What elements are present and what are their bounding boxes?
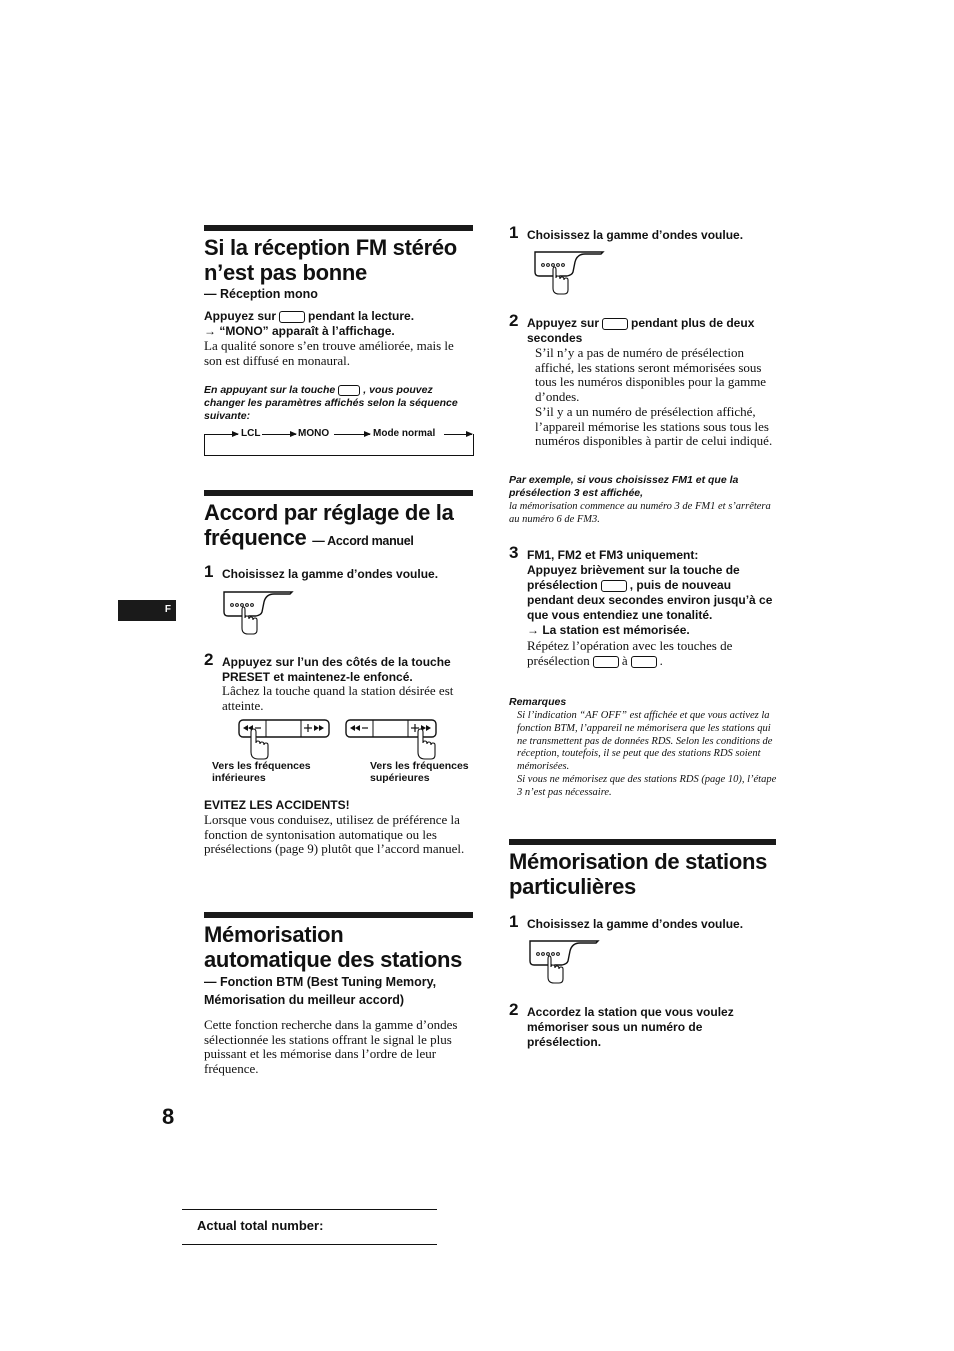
sequence-item: Mode normal [373, 428, 436, 439]
remarks-title: Remarques [509, 696, 567, 708]
section-title-manual-memory: Mémorisation de stations particulières [509, 849, 768, 899]
body-text: S’il y a un numéro de présélection affiché, l’appareil mémorise les stations sous tous les numéros disponibles à partir de celui indiqué. [535, 404, 773, 449]
section-subtitle: — Fonction BTM (Best Tuning Memory, Mémorisation du meilleur accord) [204, 975, 437, 1007]
step-text: Accordez la station que vous voulez mémoriser sous un numéro de présélection. [527, 1005, 734, 1049]
caption-lower-frequencies: Vers les fréquences inférieures [212, 760, 311, 784]
remarks-body: Si l’indication “AF OFF” est affichée et que vous activez la fonction BTM, l’appareil ne mémorisera que les stations qui ne transmettent pas de données RDS. Selon les conditions de réception, toutefois, il se peut que des stations RDS soient mémorisées. [517, 710, 773, 773]
example-body: la mémorisation commence au numéro 3 de FM1 et s’arrêtera au numéro 6 de FM3. [509, 501, 771, 525]
step-number: 2 [509, 1000, 519, 1019]
section-title-btm: Mémorisation automatique des stations [204, 922, 463, 972]
step-number: 2 [509, 311, 519, 330]
language-tab: F [118, 600, 176, 621]
step-text: Appuyez sur l’un des côtés de la touche PRESET et maintenez-le enfoncé. [222, 655, 451, 684]
step-number: 1 [509, 223, 519, 242]
section-rule [204, 912, 473, 918]
footer-rule [182, 1244, 437, 1245]
step-number: 1 [204, 562, 214, 581]
button-icon [601, 580, 627, 592]
sequence-arrow [262, 434, 296, 435]
step-number: 2 [204, 650, 214, 669]
button-icon [279, 311, 305, 323]
footer-rule [182, 1209, 437, 1210]
sequence-arrow [444, 434, 472, 435]
button-icon [338, 385, 360, 396]
sequence-arrow [204, 434, 238, 435]
example-heading: Par exemple, si vous choisissez FM1 et que la présélection 3 est affichée, [509, 474, 739, 499]
remarks-body: Si vous ne mémorisez que des stations RDS (page 10), l’étape 3 n’est pas nécessaire. [517, 774, 777, 798]
button-icon [602, 318, 628, 330]
preset-seek-down-illustration [238, 718, 334, 762]
body-text: Répétez l’opération avec les touches de présélection à . [527, 638, 733, 668]
section-title-manual: Accord par réglage de la fréquence — Accord manuel [204, 500, 454, 550]
step-text: Choisissez la gamme d’ondes voulue. [527, 228, 744, 242]
sequence-arrow [334, 434, 370, 435]
band-button-illustration [528, 937, 602, 985]
section-rule [204, 225, 473, 231]
page-number: 8 [162, 1104, 175, 1129]
section-rule [204, 490, 473, 496]
body-text: La qualité sonore s’en trouve améliorée, mais le son est diffusé en monaural. [204, 338, 454, 368]
caption-higher-frequencies: Vers les fréquences supérieures [370, 760, 469, 784]
step-text: FM1, FM2 et FM3 uniquement: Appuyez brièvement sur la touche de présélection , puis de nouveau pendant deux secondes environ jusqu’à ce que vous entendiez une tonalité. → La station est mémorisée. [527, 548, 773, 637]
warning-title: EVITEZ LES ACCIDENTS! [204, 798, 350, 812]
body-text: S’il n’y a pas de numéro de présélection affiché, les stations seront mémorisées sous tous les numéros disponibles pour la gamme d’ondes. [535, 345, 767, 404]
section-title-mono: Si la réception FM stéréo n’est pas bonne [204, 235, 457, 285]
body-text: Cette fonction recherche dans la gamme d’ondes sélectionnée les stations offrant le signal le plus puissant et les mémorise dans l’ordre de leur fréquence. [204, 1017, 458, 1076]
button-icon [631, 656, 657, 668]
step-text: Choisissez la gamme d’ondes voulue. [527, 917, 744, 931]
button-icon [593, 656, 619, 668]
body-text: Lâchez la touche quand la station désirée est atteinte. [222, 683, 454, 713]
warning-body: Lorsque vous conduisez, utilisez de préférence la fonction de syntonisation automatique ou les présélections (page 9) plutôt que l’accord manuel. [204, 812, 465, 857]
instruction: Appuyez sur pendant la lecture. → “MONO” apparaît à l’affichage. [204, 309, 415, 338]
preset-seek-up-illustration [345, 718, 441, 762]
step-text: Appuyez sur pendant plus de deux secondes [527, 316, 755, 345]
footer-label: Actual total number: [197, 1218, 324, 1233]
step-number: 3 [509, 543, 519, 562]
section-rule [509, 839, 776, 845]
result-line: → La station est mémorisée. [527, 623, 690, 637]
sequence-item: LCL [241, 428, 261, 439]
band-button-illustration [533, 248, 607, 296]
step-text: Choisissez la gamme d’ondes voulue. [222, 567, 439, 581]
band-button-illustration [222, 588, 296, 636]
step-number: 1 [509, 912, 519, 931]
sequence-item: MONO [298, 428, 330, 439]
note: En appuyant sur la touche , vous pouvez changer les paramètres affichés selon la séquence suivante: [204, 384, 458, 422]
section-subtitle: — Réception mono [204, 287, 318, 301]
result-line: → “MONO” apparaît à l’affichage. [204, 324, 395, 338]
